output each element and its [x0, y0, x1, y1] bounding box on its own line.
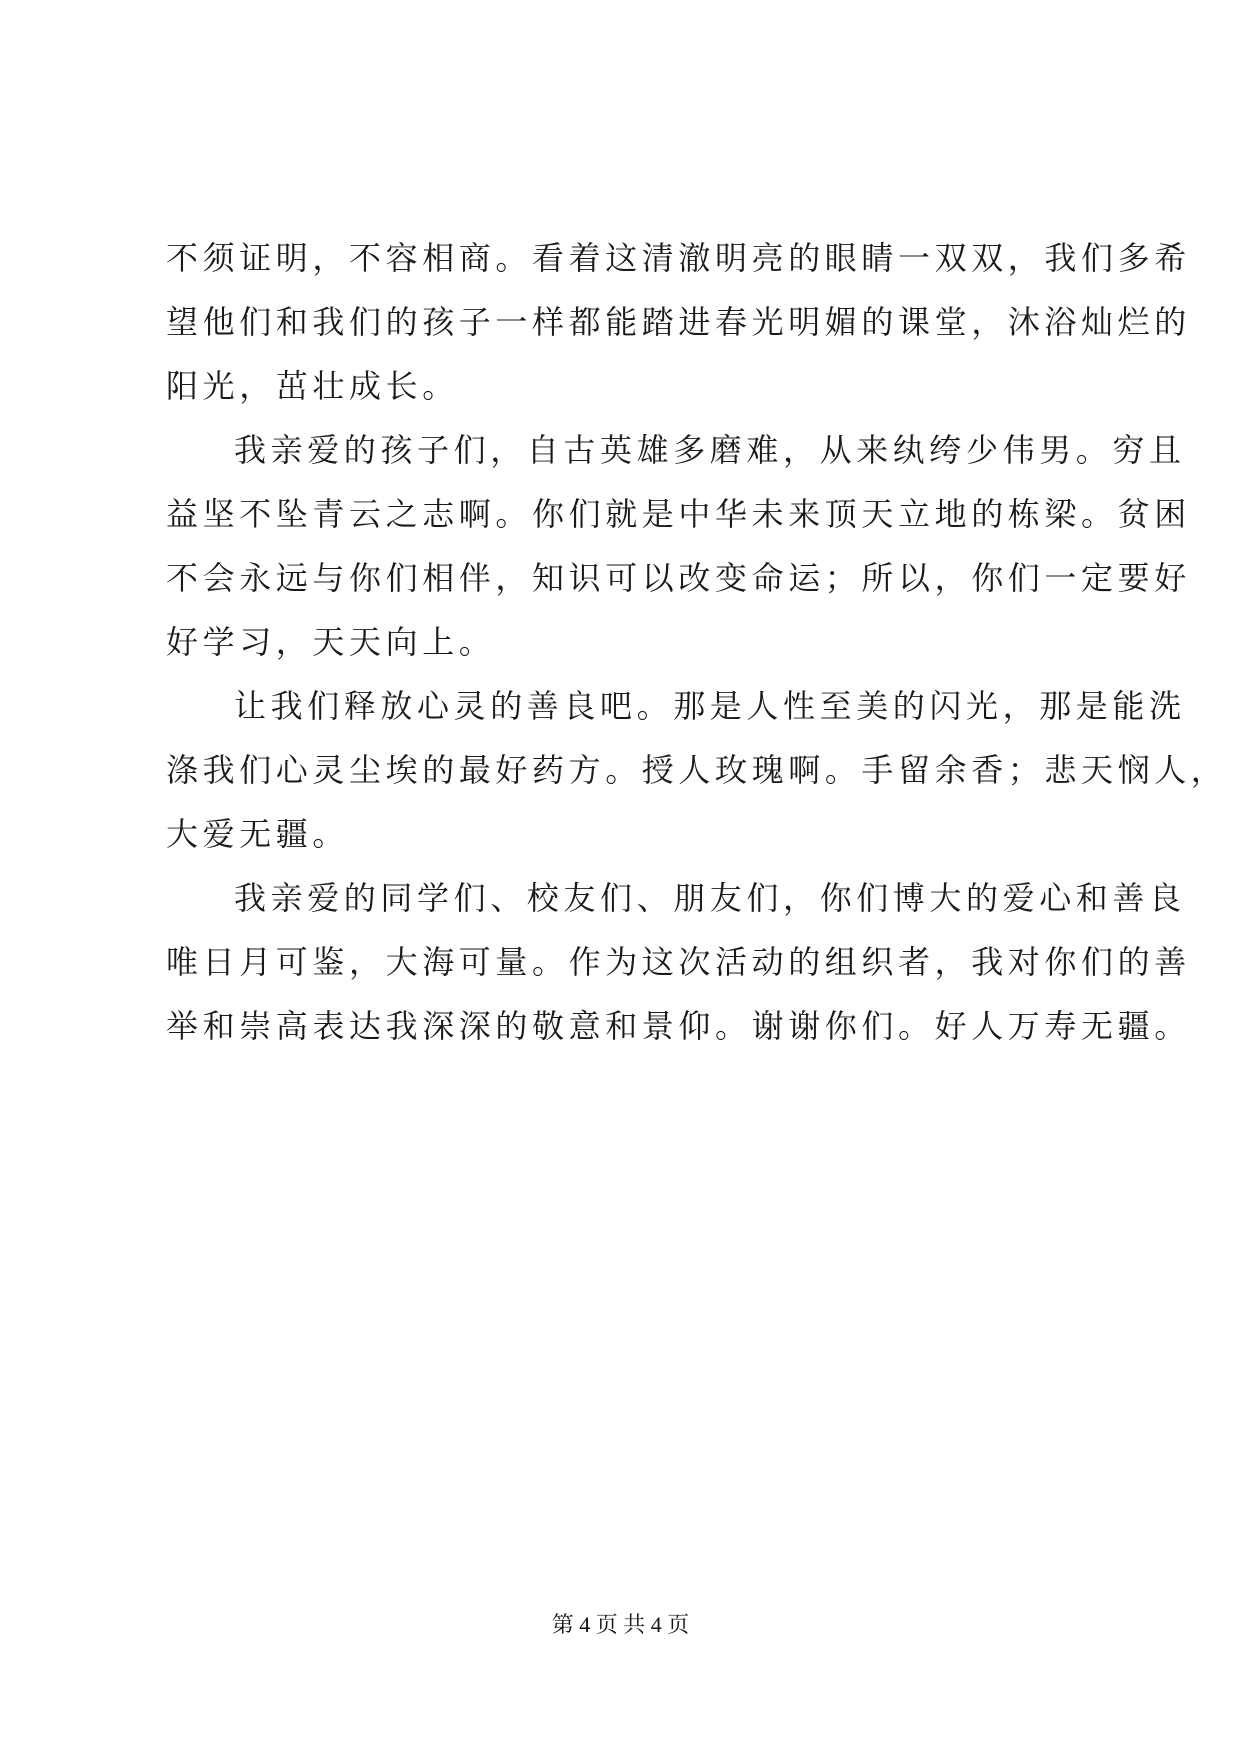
- text-line: 好学习，天天向上。: [166, 623, 496, 661]
- text-line: 大爱无疆。: [166, 815, 350, 853]
- text-line: 阳光，茁壮成长。: [166, 367, 459, 405]
- text-line: 益坚不坠青云之志啊。你们就是中华未来顶天立地的栋梁。贫困: [166, 495, 1191, 533]
- text-line: 唯日月可鉴，大海可量。作为这次活动的组织者，我对你们的善: [166, 943, 1191, 981]
- text-line: 不须证明，不容相商。看着这清澈明亮的眼睛一双双，我们多希: [166, 239, 1191, 277]
- paragraph-first-line: 我亲爱的孩子们，自古英雄多磨难，从来纨绔少伟男。穷且: [234, 431, 1186, 469]
- document-body: [166, 226, 1228, 1058]
- paragraph-first-line: 让我们释放心灵的善良吧。那是人性至美的闪光，那是能洗: [234, 687, 1186, 725]
- text-line: 涤我们心灵尘埃的最好药方。授人玫瑰啊。手留余香；悲天悯人，: [166, 751, 1228, 789]
- text-line: 举和崇高表达我深深的敬意和景仰。谢谢你们。好人万寿无疆。: [166, 1007, 1191, 1045]
- page-number-footer: 第 4 页 共 4 页: [551, 1612, 690, 1637]
- paragraph-first-line: 我亲爱的同学们、校友们、朋友们，你们博大的爱心和善良: [234, 879, 1186, 917]
- text-line: 不会永远与你们相伴，知识可以改变命运；所以，你们一定要好: [166, 559, 1191, 597]
- text-line: 望他们和我们的孩子一样都能踏进春光明媚的课堂，沐浴灿烂的: [166, 303, 1191, 341]
